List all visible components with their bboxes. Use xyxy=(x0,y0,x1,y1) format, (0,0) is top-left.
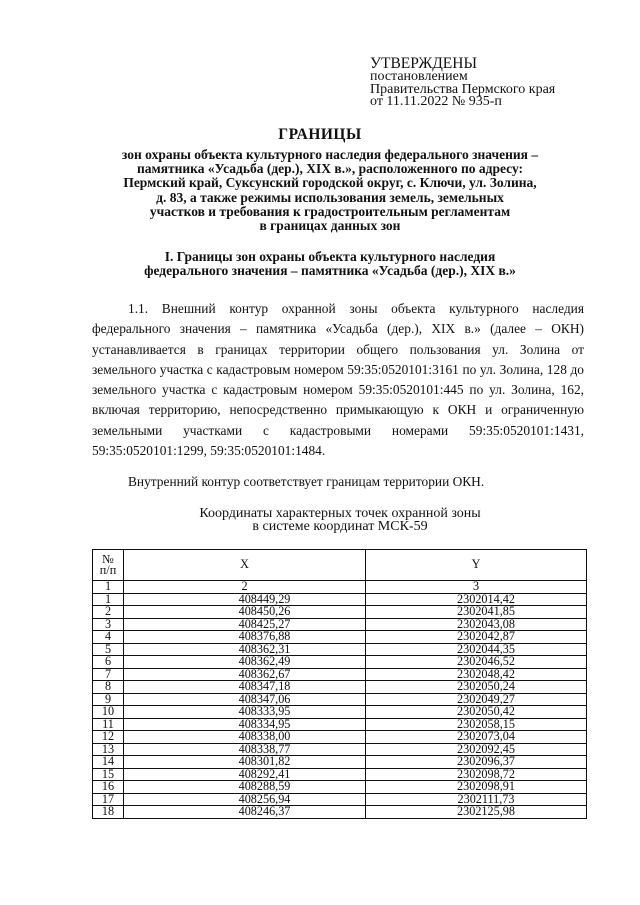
point-number: 1 xyxy=(93,593,124,606)
coord-y: 2302043,08 xyxy=(366,618,587,631)
subtitle-line: зон охраны объекта культурного наследия федерального значения – xyxy=(121,147,539,162)
coord-x: 408338,00 xyxy=(124,731,366,744)
coord-x: 408362,49 xyxy=(124,656,366,669)
coord-x: 408425,27 xyxy=(124,618,366,631)
point-number: 15 xyxy=(93,768,124,781)
coord-y: 2302042,87 xyxy=(366,631,587,644)
table-caption xyxy=(140,508,540,533)
column-number: 2 xyxy=(124,581,366,594)
point-number: 13 xyxy=(93,743,124,756)
coord-x: 408450,26 xyxy=(124,606,366,619)
paragraph-1-1 xyxy=(92,299,584,461)
coord-y: 2302092,45 xyxy=(366,743,587,756)
paragraph-inner-contour: Внутренний контур соответствует границам территории ОКН. xyxy=(128,474,485,489)
point-number: 16 xyxy=(93,781,124,794)
coord-x: 408333,95 xyxy=(124,706,366,719)
coord-x: 408256,94 xyxy=(124,793,366,806)
point-number: 10 xyxy=(93,706,124,719)
coord-y: 2302098,91 xyxy=(366,781,587,794)
coord-y: 2302044,35 xyxy=(366,643,587,656)
coord-x: 408288,59 xyxy=(124,781,366,794)
coord-y: 2302048,42 xyxy=(366,668,587,681)
header-number: № п/п xyxy=(93,550,124,581)
coord-x: 408362,67 xyxy=(124,668,366,681)
approval-line-3: от 11.11.2022 № 935-п xyxy=(370,94,502,109)
subtitle-line: участков и требования к градостроительным регламентам xyxy=(149,203,511,219)
point-number: 2 xyxy=(93,606,124,619)
coord-y: 2302014,42 xyxy=(366,593,587,606)
table-header-row xyxy=(93,550,587,581)
approval-line-1: постановлением xyxy=(370,69,468,84)
table-caption-line-1: Координаты характерных точек охранной зоны xyxy=(199,506,481,521)
coord-y: 2302050,24 xyxy=(366,681,587,694)
coord-y: 2302041,85 xyxy=(366,606,587,619)
subtitle-line: д. 83, а также режимы использования земель, земельных xyxy=(156,189,504,205)
point-number: 7 xyxy=(93,668,124,681)
coord-x: 408338,77 xyxy=(124,743,366,756)
point-number: 6 xyxy=(93,656,124,669)
subtitle-line: Пермский край, Суксунский городской округ, с. Ключи, ул. Золина, xyxy=(123,175,537,191)
column-number: 1 xyxy=(93,581,124,594)
document-subtitle xyxy=(80,148,580,233)
section-heading-line: I. Границы зон охраны объекта культурного наследия xyxy=(164,249,496,264)
header-x: X xyxy=(124,550,366,581)
point-number: 9 xyxy=(93,693,124,706)
coord-x: 408334,95 xyxy=(124,718,366,731)
point-number: 17 xyxy=(93,793,124,806)
document-title: ГРАНИЦЫ xyxy=(278,126,362,143)
coord-x: 408292,41 xyxy=(124,768,366,781)
coord-y: 2302125,98 xyxy=(366,806,587,819)
point-number: 8 xyxy=(93,681,124,694)
coord-y: 2302073,04 xyxy=(366,731,587,744)
table-row xyxy=(93,806,587,819)
coord-y: 2302096,37 xyxy=(366,756,587,769)
point-number: 12 xyxy=(93,731,124,744)
coordinates-table xyxy=(92,549,587,819)
coord-x: 408301,82 xyxy=(124,756,366,769)
coord-x: 408376,88 xyxy=(124,631,366,644)
column-number: 3 xyxy=(366,581,587,594)
subtitle-line: памятника «Усадьба (дер.), XIX в.», расположенного по адресу: xyxy=(136,161,524,177)
coord-y: 2302046,52 xyxy=(366,656,587,669)
coord-x: 408347,06 xyxy=(124,693,366,706)
coord-x: 408347,18 xyxy=(124,681,366,694)
section-heading xyxy=(90,250,570,278)
point-number: 18 xyxy=(93,806,124,819)
coord-y: 2302058,15 xyxy=(366,718,587,731)
approval-line-2: Правительства Пермского края xyxy=(370,81,556,97)
coord-y: 2302098,72 xyxy=(366,768,587,781)
subtitle-line: в границах данных зон xyxy=(259,218,401,234)
coord-y: 2302049,27 xyxy=(366,693,587,706)
header-y: Y xyxy=(366,550,587,581)
point-number: 4 xyxy=(93,631,124,644)
point-number: 3 xyxy=(93,618,124,631)
approval-stamp xyxy=(370,56,620,109)
table-caption-line-2: в системе координат МСК-59 xyxy=(252,518,428,534)
coord-y: 2302050,42 xyxy=(366,706,587,719)
point-number: 5 xyxy=(93,643,124,656)
coord-x: 408362,31 xyxy=(124,643,366,656)
section-heading-line: федерального значения – памятника «Усадьба (дер.), XIX в.» xyxy=(144,263,516,279)
coord-x: 408449,29 xyxy=(124,593,366,606)
approval-title: УТВЕРЖДЕНЫ xyxy=(370,55,477,72)
point-number: 11 xyxy=(93,718,124,731)
coord-y: 2302111,73 xyxy=(366,793,587,806)
coord-x: 408246,37 xyxy=(124,806,366,819)
point-number: 14 xyxy=(93,756,124,769)
paragraph-1-1-text: 1.1. Внешний контур охранной зоны объекта культурного наследия федерального значения – памятника «Усадьба (дер.), XIX в.» (далее – ОКН) устанавливается в границах территории общего пользования ул. Золина от земельного участка с кадастровым номером 59:35:0520101:3161 по ул. Золина, 128 до земельного участка с кадастровым номером 59:35:0520101:445 по ул. Золина, 162, включая территорию, непосредственно примыкающую к ОКН и ограниченную земельными участками с кадастровыми номерами 59:35:0520101:1431, 59:35:0520101:1299, 59:35:0520101:1484. xyxy=(92,301,584,459)
